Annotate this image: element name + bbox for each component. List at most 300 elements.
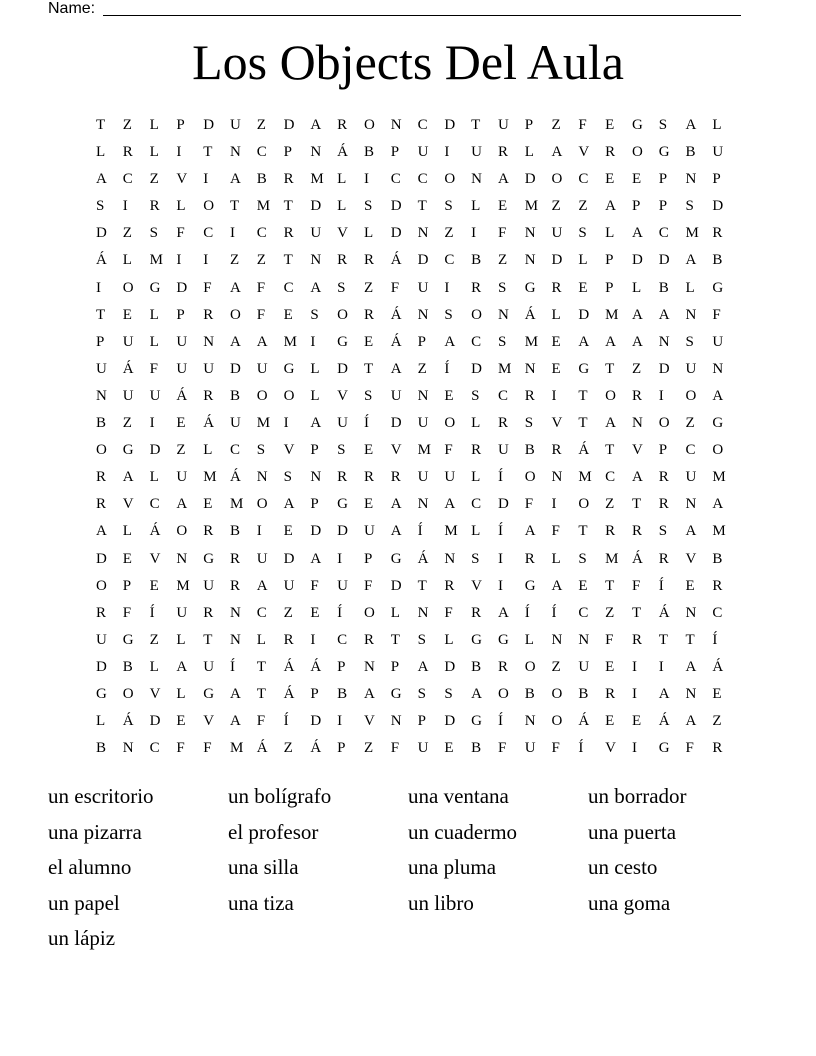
grid-letter: Í	[229, 658, 235, 675]
grid-letter: Á	[176, 387, 188, 404]
grid-letter: R	[497, 415, 508, 432]
grid-letter: D	[310, 198, 322, 215]
grid-letter: O	[122, 279, 134, 296]
grid-letter: A	[685, 658, 697, 675]
page-title: Los Objects Del Aula	[192, 34, 624, 90]
grid-letter: Á	[203, 415, 215, 432]
grid-letter: C	[444, 252, 455, 269]
grid-letter: E	[631, 713, 642, 730]
grid-letter: L	[96, 144, 106, 161]
grid-letter: O	[256, 496, 268, 513]
grid-letter: B	[471, 252, 482, 269]
grid-letter: Í	[524, 604, 530, 621]
grid-letter: G	[578, 360, 590, 377]
grid-letter: L	[578, 252, 588, 269]
grid-letter: U	[417, 469, 429, 486]
grid-letter: Í	[497, 469, 503, 486]
word-list-item: una tiza	[228, 890, 294, 915]
grid-letter: E	[444, 740, 454, 757]
grid-letter: V	[363, 713, 375, 730]
grid-letter: G	[283, 360, 295, 377]
grid-letter: P	[176, 306, 185, 323]
grid-letter: O	[551, 171, 563, 188]
grid-letter: D	[444, 658, 456, 675]
grid-letter: L	[551, 306, 561, 323]
grid-letter: A	[390, 523, 402, 540]
grid-letter: T	[658, 631, 668, 648]
grid-letter: C	[149, 740, 160, 757]
grid-letter: V	[578, 144, 590, 161]
grid-letter: N	[229, 144, 241, 161]
grid-letter: N	[310, 252, 322, 269]
grid-letter: C	[122, 171, 133, 188]
grid-letter: O	[658, 415, 670, 432]
grid-letter: M	[444, 523, 458, 540]
grid-letter: D	[203, 117, 215, 133]
word-list-item: un lápiz	[48, 926, 116, 951]
grid-letter: C	[256, 225, 267, 242]
grid-row	[96, 439, 739, 466]
grid-letter: D	[310, 523, 322, 540]
grid-letter: T	[605, 577, 615, 594]
grid-letter: Z	[283, 740, 293, 757]
word-list-item: una pluma	[408, 855, 497, 880]
grid-letter: A	[524, 523, 536, 540]
grid-letter: D	[578, 306, 590, 323]
grid-letter: C	[578, 604, 589, 621]
grid-letter: D	[712, 198, 724, 215]
grid-letter: B	[96, 740, 107, 757]
grid-letter: I	[203, 171, 209, 188]
grid-letter: R	[337, 252, 348, 269]
grid-letter: M	[497, 360, 512, 377]
grid-letter: C	[417, 171, 428, 188]
grid-letter: O	[578, 496, 590, 513]
grid-letter: I	[444, 144, 450, 161]
grid-letter: Í	[444, 360, 450, 377]
grid-letter: S	[444, 306, 453, 323]
grid-letter: E	[283, 306, 293, 323]
grid-letter: F	[256, 306, 266, 323]
grid-letter: L	[444, 631, 454, 648]
grid-letter: O	[176, 523, 188, 540]
grid-letter: G	[658, 740, 670, 757]
grid-letter: D	[524, 171, 536, 188]
grid-letter: A	[605, 415, 616, 432]
grid-letter: E	[578, 279, 588, 296]
grid-letter: G	[712, 279, 724, 296]
grid-letter: R	[149, 198, 160, 215]
grid-letter: Á	[524, 306, 536, 323]
grid-letter: A	[96, 171, 107, 188]
grid-letter: O	[283, 387, 295, 404]
grid-letter: N	[363, 658, 375, 675]
grid-letter: S	[363, 198, 373, 215]
grid-letter: I	[283, 415, 289, 432]
grid-letter: A	[685, 117, 697, 133]
grid-letter: D	[310, 713, 322, 730]
word-list-item: un libro	[408, 890, 474, 915]
grid-letter: A	[658, 685, 670, 702]
grid-letter: P	[658, 171, 668, 188]
grid-letter: R	[283, 631, 294, 648]
grid-letter: L	[471, 523, 481, 540]
grid-letter: D	[283, 117, 295, 133]
word-list	[48, 782, 768, 960]
grid-letter: R	[551, 442, 562, 459]
grid-row	[96, 195, 739, 222]
grid-letter: P	[96, 333, 105, 350]
grid-letter: U	[96, 631, 107, 648]
word-list-item: una goma	[588, 890, 671, 915]
grid-letter: R	[337, 469, 348, 486]
grid-letter: E	[122, 306, 132, 323]
grid-letter: T	[631, 496, 642, 513]
grid-letter: I	[229, 225, 235, 242]
grid-letter: Á	[631, 550, 643, 567]
grid-letter: A	[551, 144, 563, 161]
grid-letter: P	[310, 442, 319, 459]
grid-letter: F	[551, 740, 560, 757]
grid-letter: U	[712, 333, 724, 350]
grid-letter: I	[363, 171, 369, 188]
grid-letter: F	[390, 279, 400, 296]
grid-row	[96, 575, 739, 602]
grid-letter: D	[390, 577, 402, 594]
grid-letter: R	[712, 577, 723, 594]
grid-letter: Z	[122, 225, 132, 242]
grid-letter: B	[229, 387, 240, 404]
grid-row	[96, 683, 739, 710]
grid-letter: I	[497, 550, 503, 567]
grid-letter: M	[149, 252, 163, 269]
grid-letter: R	[631, 523, 642, 540]
grid-letter: U	[524, 740, 536, 757]
grid-letter: T	[471, 117, 481, 133]
grid-letter: B	[256, 171, 267, 188]
grid-letter: O	[96, 577, 107, 594]
grid-letter: L	[524, 144, 534, 161]
grid-letter: N	[256, 469, 268, 486]
grid-letter: O	[229, 306, 241, 323]
grid-letter: F	[524, 496, 534, 513]
grid-letter: L	[631, 279, 642, 296]
grid-letter: S	[444, 685, 453, 702]
grid-letter: V	[203, 713, 215, 730]
grid-letter: I	[631, 658, 637, 675]
grid-letter: B	[658, 279, 669, 296]
grid-letter: S	[256, 442, 266, 459]
grid-letter: R	[631, 631, 642, 648]
grid-letter: E	[605, 117, 615, 133]
grid-letter: F	[176, 225, 185, 242]
grid-letter: Í	[658, 577, 664, 594]
grid-letter: P	[310, 685, 319, 702]
grid-letter: P	[658, 198, 668, 215]
grid-letter: U	[203, 577, 215, 594]
grid-letter: T	[96, 306, 106, 323]
grid-letter: U	[176, 333, 188, 350]
grid-letter: L	[363, 225, 374, 242]
grid-letter: R	[203, 523, 214, 540]
grid-letter: D	[337, 360, 349, 377]
grid-letter: Á	[310, 658, 322, 675]
grid-letter: L	[337, 171, 347, 188]
grid-letter: V	[471, 577, 482, 594]
grid-letter: F	[203, 279, 212, 296]
grid-letter: O	[363, 117, 375, 133]
grid-letter: A	[417, 658, 429, 675]
grid-letter: G	[497, 631, 509, 648]
grid-letter: A	[310, 117, 322, 133]
grid-letter: R	[203, 306, 214, 323]
grid-letter: M	[685, 225, 699, 242]
grid-letter: G	[658, 144, 670, 161]
grid-letter: D	[149, 713, 161, 730]
grid-letter: D	[444, 713, 456, 730]
grid-letter: Z	[551, 658, 561, 675]
grid-letter: R	[551, 279, 562, 296]
grid-letter: R	[605, 685, 616, 702]
word-list-item: una puerta	[588, 819, 677, 844]
grid-letter: E	[605, 171, 615, 188]
grid-letter: T	[578, 523, 588, 540]
grid-letter: P	[390, 658, 400, 675]
grid-letter: L	[471, 198, 481, 215]
grid-letter: P	[337, 658, 346, 675]
grid-letter: T	[417, 577, 427, 594]
grid-letter: P	[337, 740, 346, 757]
grid-letter: U	[497, 442, 509, 459]
grid-letter: L	[685, 279, 695, 296]
grid-letter: N	[578, 631, 590, 648]
grid-letter: R	[712, 740, 723, 757]
grid-letter: G	[631, 117, 643, 133]
grid-letter: Z	[363, 279, 374, 296]
grid-letter: P	[122, 577, 132, 594]
grid-letter: M	[712, 469, 726, 486]
grid-letter: A	[229, 333, 241, 350]
grid-letter: U	[229, 117, 241, 133]
grid-letter: U	[417, 279, 429, 296]
grid-letter: O	[203, 198, 215, 215]
grid-letter: D	[417, 252, 429, 269]
grid-letter: C	[417, 117, 428, 133]
grid-letter: T	[283, 198, 293, 215]
grid-letter: L	[149, 469, 159, 486]
grid-row	[96, 737, 739, 764]
grid-letter: R	[363, 631, 374, 648]
grid-letter: I	[122, 198, 128, 215]
grid-letter: U	[122, 387, 134, 404]
grid-letter: C	[471, 496, 482, 513]
grid-letter: A	[631, 333, 643, 350]
grid-letter: I	[444, 279, 450, 296]
grid-letter: R	[658, 496, 669, 513]
grid-letter: O	[524, 658, 536, 675]
grid-letter: T	[256, 685, 266, 702]
grid-letter: O	[551, 685, 563, 702]
grid-letter: T	[229, 198, 240, 215]
grid-letter: T	[390, 631, 400, 648]
grid-letter: S	[497, 279, 507, 296]
grid-letter: A	[444, 496, 456, 513]
grid-letter: S	[310, 306, 319, 323]
grid-letter: T	[685, 631, 695, 648]
grid-letter: Í	[497, 523, 503, 540]
grid-letter: I	[256, 523, 262, 540]
grid-letter: F	[256, 279, 266, 296]
grid-row	[96, 548, 739, 575]
grid-letter: S	[685, 198, 694, 215]
grid-letter: L	[122, 252, 132, 269]
grid-letter: R	[524, 550, 535, 567]
grid-letter: M	[176, 577, 190, 594]
grid-letter: R	[96, 496, 107, 513]
grid-letter: G	[149, 279, 161, 296]
grid-letter: O	[471, 306, 482, 323]
grid-letter: S	[337, 442, 346, 459]
grid-letter: N	[122, 740, 134, 757]
grid-letter: Í	[149, 604, 155, 621]
grid-letter: Z	[417, 360, 427, 377]
grid-letter: R	[471, 442, 482, 459]
grid-letter: T	[578, 415, 588, 432]
grid-letter: R	[337, 117, 348, 133]
grid-letter: V	[122, 496, 134, 513]
grid-letter: L	[605, 225, 615, 242]
grid-letter: G	[471, 713, 482, 730]
grid-letter: R	[497, 144, 508, 161]
grid-letter: F	[310, 577, 319, 594]
grid-letter: Á	[578, 713, 590, 730]
grid-letter: N	[631, 415, 643, 432]
grid-letter: Í	[497, 713, 503, 730]
grid-letter: D	[471, 360, 482, 377]
grid-letter: A	[605, 198, 616, 215]
grid-letter: L	[390, 604, 400, 621]
grid-letter: Á	[390, 333, 402, 350]
grid-letter: A	[256, 577, 268, 594]
grid-letter: Z	[283, 604, 293, 621]
grid-letter: B	[524, 442, 535, 459]
grid-letter: I	[551, 387, 557, 404]
grid-letter: A	[176, 658, 188, 675]
grid-letter: P	[310, 496, 319, 513]
grid-letter: N	[497, 306, 509, 323]
word-list-item: una ventana	[408, 784, 509, 808]
grid-letter: S	[658, 117, 668, 133]
grid-letter: B	[363, 144, 374, 161]
grid-letter: P	[417, 713, 426, 730]
grid-letter: U	[471, 144, 482, 161]
grid-letter: B	[712, 550, 723, 567]
grid-letter: A	[310, 415, 322, 432]
grid-letter: F	[605, 631, 614, 648]
grid-letter: B	[524, 685, 535, 702]
grid-row	[96, 412, 739, 439]
grid-letter: U	[685, 360, 697, 377]
grid-letter: E	[122, 550, 132, 567]
grid-letter: U	[685, 469, 697, 486]
grid-letter: C	[390, 171, 401, 188]
grid-letter: A	[363, 685, 375, 702]
grid-letter: A	[229, 279, 241, 296]
grid-letter: A	[497, 604, 509, 621]
grid-letter: Z	[578, 198, 588, 215]
grid-letter: U	[176, 360, 188, 377]
grid-letter: M	[524, 198, 539, 215]
grid-letter: M	[283, 333, 297, 350]
grid-letter: F	[122, 604, 132, 621]
word-list-item: un escritorio	[48, 784, 154, 808]
grid-row	[96, 520, 739, 547]
grid-letter: N	[685, 496, 697, 513]
grid-letter: R	[203, 387, 214, 404]
grid-letter: U	[176, 604, 188, 621]
grid-letter: T	[203, 631, 213, 648]
grid-letter: D	[96, 550, 107, 567]
grid-letter: O	[605, 387, 616, 404]
grid-letter: Í	[551, 604, 557, 621]
grid-letter: Á	[122, 713, 134, 730]
grid-letter: N	[390, 117, 402, 133]
grid-letter: N	[203, 333, 215, 350]
grid-letter: D	[337, 523, 349, 540]
grid-letter: A	[229, 713, 241, 730]
grid-letter: N	[685, 604, 697, 621]
grid-letter: E	[497, 198, 508, 215]
grid-letter: Z	[497, 252, 508, 269]
grid-letter: I	[310, 333, 316, 350]
grid-letter: F	[497, 740, 507, 757]
grid-letter: E	[551, 360, 561, 377]
grid-letter: G	[203, 550, 215, 567]
grid-letter: I	[176, 252, 182, 269]
grid-row	[96, 385, 739, 412]
grid-letter: V	[176, 171, 188, 188]
grid-letter: Z	[444, 225, 454, 242]
grid-letter: Á	[578, 442, 590, 459]
grid-letter: I	[203, 252, 209, 269]
grid-letter: U	[256, 360, 268, 377]
grid-letter: Í	[578, 740, 584, 757]
grid-letter: D	[229, 360, 241, 377]
grid-letter: Z	[122, 117, 132, 133]
grid-letter: R	[96, 469, 107, 486]
grid-letter: N	[310, 144, 322, 161]
grid-letter: N	[524, 225, 536, 242]
grid-letter: I	[337, 713, 343, 730]
grid-letter: U	[417, 740, 429, 757]
grid-letter: Z	[229, 252, 240, 269]
grid-letter: E	[176, 415, 186, 432]
grid-letter: D	[497, 496, 509, 513]
grid-letter: O	[712, 442, 724, 459]
grid-letter: E	[551, 333, 561, 350]
grid-letter: Z	[685, 415, 695, 432]
grid-letter: A	[390, 496, 402, 513]
grid-letter: C	[149, 496, 160, 513]
grid-letter: P	[176, 117, 185, 133]
grid-letter: R	[390, 469, 401, 486]
grid-letter: G	[390, 550, 402, 567]
grid-letter: L	[176, 198, 186, 215]
grid-letter: L	[176, 685, 186, 702]
grid-letter: N	[96, 387, 107, 404]
grid-letter: A	[283, 496, 295, 513]
grid-letter: B	[685, 144, 696, 161]
